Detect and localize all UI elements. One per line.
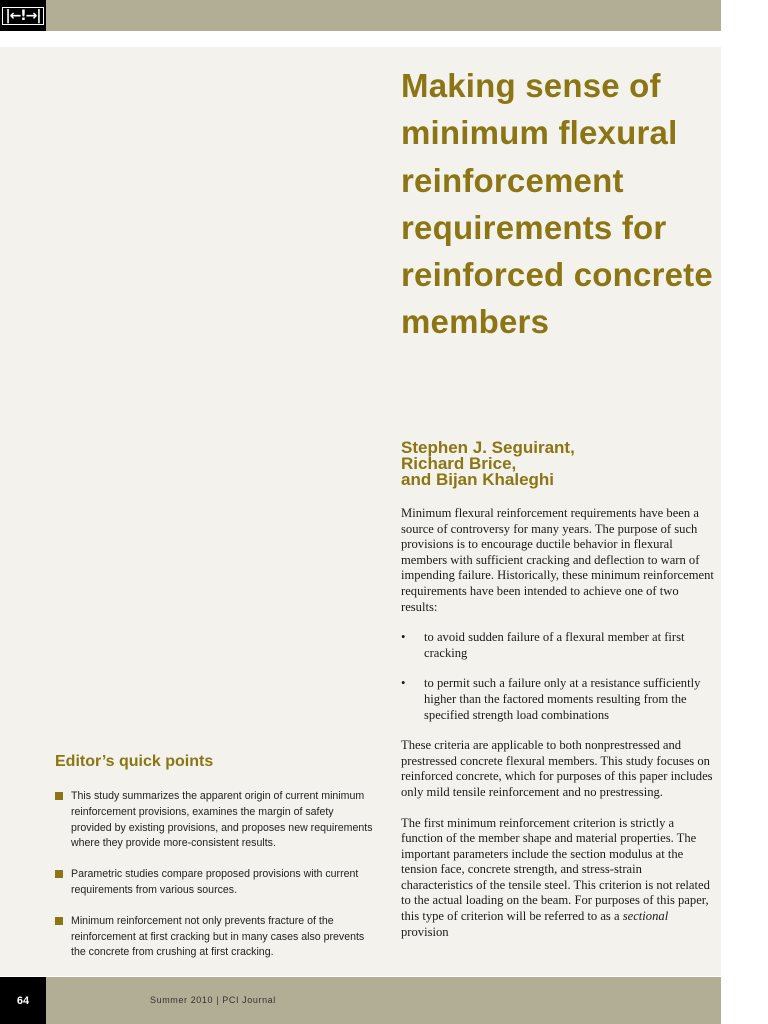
article-authors <box>401 440 716 488</box>
bullet-icon: • <box>401 676 406 691</box>
article-title: Making sense of minimum flexural reinforcement requirements for reinforced concrete members <box>401 67 713 341</box>
square-bullet-icon <box>55 870 63 878</box>
square-bullet-icon <box>55 917 63 925</box>
badge-mark: |←!→| <box>2 7 43 25</box>
top-bar <box>0 0 721 31</box>
criteria-list <box>401 630 715 723</box>
bullet-icon: • <box>401 630 406 645</box>
list-item-text: This study summarizes the apparent origin of current minimum reinforcement provisions, examines the margin of safety provided by existing provisions, and proposes new requirements where they provide more-consistent results. <box>71 790 373 850</box>
author-line: and Bijan Khaleghi <box>401 470 555 489</box>
footer-bar <box>0 977 721 1024</box>
emphasis-text: sectional <box>622 909 669 924</box>
list-item <box>401 630 715 661</box>
paragraph-text: provision <box>401 924 449 939</box>
body-paragraph: These criteria are applicable to both nonprestressed and prestressed concrete flexural members. This study focuses on reinforced concrete, which for purposes of this paper includes only mild tensile reinforcement and no prestressing. <box>401 738 713 799</box>
page-number: 64 <box>0 977 46 1024</box>
list-item <box>55 867 375 899</box>
list-item-text: Minimum reinforcement not only prevents fracture of the reinforcement at first cracking but in many cases also prevents the concrete from crushing at first cracking. <box>71 914 365 959</box>
footer-text: Summer 2010 | PCI Journal <box>150 995 276 1005</box>
body-paragraph <box>401 816 715 941</box>
intro-paragraph: Minimum flexural reinforcement requirements have been a source of controversy for many years. The purpose of such provisions is to encourage ductile behavior in flexural members with sufficient cracking and deflection to warn of impending failure. Historically, these minimum reinforcement requirements have been intended to achieve one of two results: <box>401 506 714 614</box>
list-item-text: to avoid sudden failure of a flexural member at first cracking <box>424 630 685 660</box>
list-item <box>401 676 715 723</box>
list-item-text: Parametric studies compare proposed provisions with current requirements from various sources. <box>71 868 359 896</box>
list-item-text: to permit such a failure only at a resistance sufficiently higher than the factored moments resulting from the specified strength load combinations <box>424 676 701 722</box>
author-line: Stephen J. Seguirant, <box>401 438 575 457</box>
article-body <box>401 506 715 940</box>
list-item <box>55 789 375 852</box>
author-line: Richard Brice, <box>401 454 517 473</box>
editor-heading: Editor’s quick points <box>55 753 214 770</box>
square-bullet-icon <box>55 792 63 800</box>
quick-points-list <box>55 789 375 976</box>
paragraph-text: The first minimum reinforcement criterion is strictly a function of the member shape and material properties. The important parameters include the section modulus at the tension face, concrete strength, and stress-strain characteristics of the tensile steel. This criterion is not related to the actual loading on the beam. For purposes of this paper, this type of criterion will be referred to as a <box>401 815 710 924</box>
list-item <box>55 914 375 961</box>
warning-badge-icon <box>0 0 46 31</box>
